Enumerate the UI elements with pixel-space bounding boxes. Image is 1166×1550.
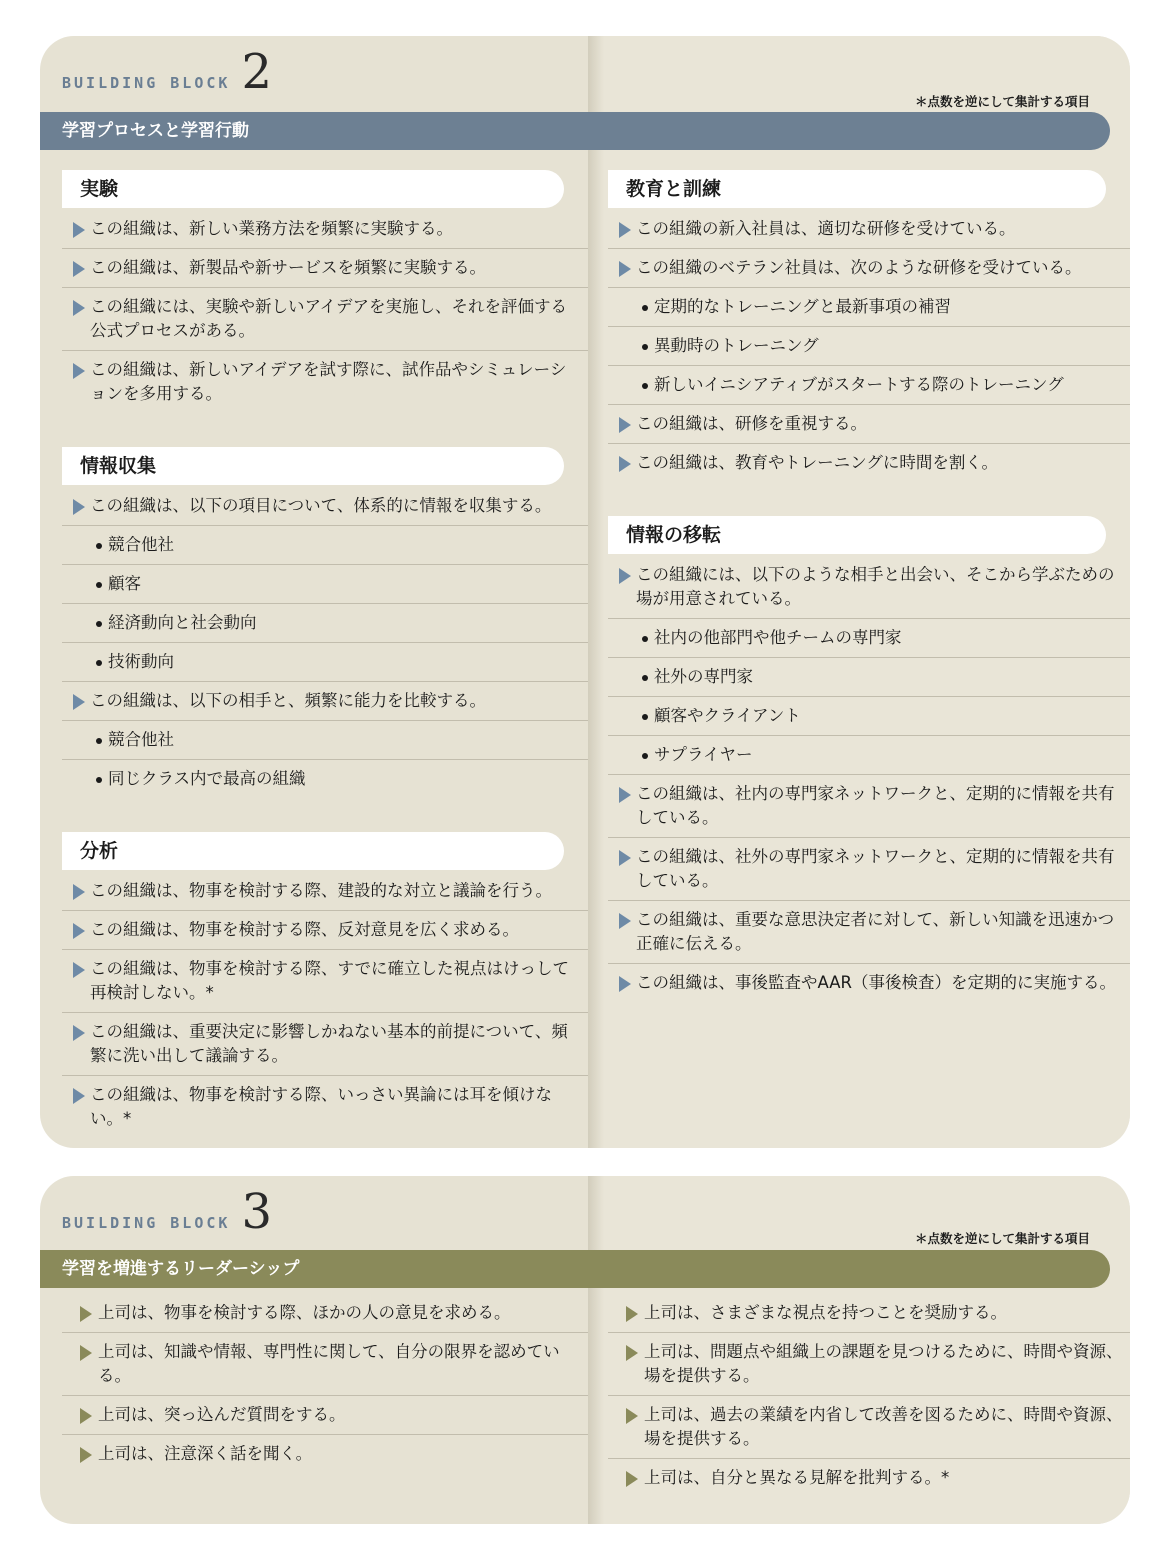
item-text: 技術動向 xyxy=(108,652,174,671)
item-text: 同じクラス内で最高の組織 xyxy=(108,769,306,788)
triangle-arrow-icon xyxy=(619,850,631,866)
triangle-arrow-icon xyxy=(626,1345,638,1361)
list-item xyxy=(62,1396,588,1435)
item-text: 定期的なトレーニングと最新事項の補習 xyxy=(654,297,951,316)
list-item xyxy=(608,964,1130,1002)
triangle-arrow-icon xyxy=(619,976,631,992)
triangle-arrow-icon xyxy=(73,694,85,710)
item-text: この組織は、重要決定に影響しかねない基本的前提について、頻繁に洗い出して議論する。 xyxy=(90,1022,568,1065)
sub-item xyxy=(608,288,1130,327)
triangle-arrow-icon xyxy=(626,1306,638,1322)
list-item xyxy=(608,444,1130,482)
triangle-arrow-icon xyxy=(619,261,631,277)
bullet-icon xyxy=(642,675,648,681)
triangle-arrow-icon xyxy=(80,1306,92,1322)
triangle-arrow-icon xyxy=(619,456,631,472)
bullet-icon xyxy=(96,777,102,783)
bullet-icon xyxy=(642,753,648,759)
building-block-number: 2 xyxy=(241,44,273,100)
item-text: 上司は、注意深く話を聞く。 xyxy=(98,1444,313,1463)
bullet-icon xyxy=(96,621,102,627)
section-heading: 分析 xyxy=(62,832,564,870)
section xyxy=(608,516,1130,1002)
list-item xyxy=(608,775,1130,838)
triangle-arrow-icon xyxy=(73,923,85,939)
section xyxy=(62,832,588,1138)
triangle-arrow-icon xyxy=(73,884,85,900)
bullet-icon xyxy=(96,543,102,549)
sub-item xyxy=(62,760,588,798)
list-item xyxy=(608,556,1130,619)
bullet-icon xyxy=(642,636,648,642)
building-block-label: BUILDING BLOCK xyxy=(62,74,231,92)
list-item xyxy=(62,1013,588,1076)
item-text: 上司は、問題点や組織上の課題を見つけるために、時間や資源、場を提供する。 xyxy=(644,1342,1123,1385)
triangle-arrow-icon xyxy=(73,962,85,978)
list-item xyxy=(608,1396,1130,1459)
building-block-title xyxy=(62,1182,272,1242)
right-column xyxy=(608,170,1130,1036)
triangle-arrow-icon xyxy=(626,1408,638,1424)
list-item xyxy=(608,901,1130,964)
triangle-arrow-icon xyxy=(73,1025,85,1041)
item-text: この組織は、物事を検討する際、すでに確立した視点はけっして再検討しない。* xyxy=(90,959,569,1002)
item-text: 顧客 xyxy=(108,574,141,593)
item-text: この組織は、以下の相手と、頻繁に能力を比較する。 xyxy=(90,691,486,710)
sub-item xyxy=(62,565,588,604)
item-text: この組織には、実験や新しいアイデアを実施し、それを評価する公式プロセスがある。 xyxy=(90,297,568,340)
section xyxy=(62,447,588,798)
reverse-score-note: ＊点数を逆にして集計する項目 xyxy=(914,1231,1090,1246)
triangle-arrow-icon xyxy=(619,913,631,929)
list-item xyxy=(62,1435,588,1473)
list-item xyxy=(62,351,588,413)
building-block-label: BUILDING BLOCK xyxy=(62,1214,231,1232)
triangle-arrow-icon xyxy=(619,222,631,238)
item-text: 社外の専門家 xyxy=(654,667,753,686)
item-text: この組織は、新しい業務方法を頻繁に実験する。 xyxy=(90,219,453,238)
section-heading: 教育と訓練 xyxy=(608,170,1106,208)
item-text: この組織は、新製品や新サービスを頻繁に実験する。 xyxy=(90,258,486,277)
bullet-icon xyxy=(642,383,648,389)
sub-item xyxy=(62,643,588,682)
sub-item xyxy=(608,697,1130,736)
item-text: 上司は、自分と異なる見解を批判する。* xyxy=(644,1468,950,1487)
item-text: 上司は、過去の業績を内省して改善を図るために、時間や資源、場を提供する。 xyxy=(644,1405,1123,1448)
item-text: サプライヤー xyxy=(654,745,753,764)
building-block-title xyxy=(62,42,272,102)
block-band-title: 学習プロセスと学習行動 xyxy=(40,112,1110,150)
list-item xyxy=(608,405,1130,444)
triangle-arrow-icon xyxy=(619,787,631,803)
item-text: この組織のベテラン社員は、次のような研修を受けている。 xyxy=(636,258,1082,277)
item-text: この組織は、社外の専門家ネットワークと、定期的に情報を共有している。 xyxy=(636,847,1115,890)
list-item xyxy=(62,1076,588,1138)
item-text: この組織は、社内の専門家ネットワークと、定期的に情報を共有している。 xyxy=(636,784,1115,827)
list-item xyxy=(608,210,1130,249)
triangle-arrow-icon xyxy=(626,1471,638,1487)
section-heading: 情報の移転 xyxy=(608,516,1106,554)
triangle-arrow-icon xyxy=(73,499,85,515)
left-column xyxy=(62,170,588,1148)
triangle-arrow-icon xyxy=(80,1447,92,1463)
triangle-arrow-icon xyxy=(619,568,631,584)
triangle-arrow-icon xyxy=(80,1408,92,1424)
item-text: 社内の他部門や他チームの専門家 xyxy=(654,628,902,647)
list-item xyxy=(62,1333,588,1396)
list-item xyxy=(62,911,588,950)
reverse-score-note: ＊点数を逆にして集計する項目 xyxy=(914,94,1090,109)
item-text: 上司は、突っ込んだ質問をする。 xyxy=(98,1405,346,1424)
list-item xyxy=(62,210,588,249)
building-block-number: 3 xyxy=(241,1184,273,1240)
item-text: この組織は、物事を検討する際、いっさい異論には耳を傾けない。* xyxy=(90,1085,552,1128)
item-text: 顧客やクライアント xyxy=(654,706,801,725)
item-text: この組織は、教育やトレーニングに時間を割く。 xyxy=(636,453,999,472)
bullet-icon xyxy=(642,344,648,350)
item-text: この組織の新入社員は、適切な研修を受けている。 xyxy=(636,219,1016,238)
item-text: 上司は、物事を検討する際、ほかの人の意見を求める。 xyxy=(98,1303,511,1322)
item-text: 新しいイニシアティブがスタートする際のトレーニング xyxy=(654,375,1064,394)
list-item xyxy=(608,1333,1130,1396)
section-heading: 情報収集 xyxy=(62,447,564,485)
item-text: 経済動向と社会動向 xyxy=(108,613,257,632)
sub-item xyxy=(62,526,588,565)
item-text: 競合他社 xyxy=(108,535,174,554)
right-column xyxy=(608,1294,1130,1497)
item-text: 上司は、さまざまな視点を持つことを奨励する。 xyxy=(644,1303,1007,1322)
section-heading: 実験 xyxy=(62,170,564,208)
sub-item xyxy=(608,736,1130,775)
item-text: この組織は、物事を検討する際、反対意見を広く求める。 xyxy=(90,920,519,939)
triangle-arrow-icon xyxy=(73,300,85,316)
list-item xyxy=(62,682,588,721)
bullet-icon xyxy=(642,305,648,311)
bullet-icon xyxy=(96,738,102,744)
list-item xyxy=(608,838,1130,901)
item-text: この組織は、以下の項目について、体系的に情報を収集する。 xyxy=(90,496,552,515)
list-item xyxy=(62,487,588,526)
triangle-arrow-icon xyxy=(619,417,631,433)
list-item xyxy=(608,249,1130,288)
item-text: 異動時のトレーニング xyxy=(654,336,819,355)
block-band-title: 学習を増進するリーダーシップ xyxy=(40,1250,1110,1288)
building-block-3-card xyxy=(40,1176,1130,1524)
sub-item xyxy=(608,327,1130,366)
item-text: この組織は、物事を検討する際、建設的な対立と議論を行う。 xyxy=(90,881,552,900)
section xyxy=(62,170,588,413)
list-item xyxy=(62,1294,588,1333)
sub-item xyxy=(608,658,1130,697)
sub-item xyxy=(608,366,1130,405)
triangle-arrow-icon xyxy=(80,1345,92,1361)
sub-item xyxy=(608,619,1130,658)
bullet-icon xyxy=(96,582,102,588)
left-column xyxy=(62,1294,588,1473)
item-text: この組織は、研修を重視する。 xyxy=(636,414,867,433)
item-text: 競合他社 xyxy=(108,730,174,749)
list-item xyxy=(62,249,588,288)
sub-item xyxy=(62,604,588,643)
item-text: この組織は、事後監査やAAR（事後検査）を定期的に実施する。 xyxy=(636,973,1116,992)
item-text: 上司は、知識や情報、専門性に関して、自分の限界を認めている。 xyxy=(98,1342,560,1385)
triangle-arrow-icon xyxy=(73,1088,85,1104)
item-text: この組織は、新しいアイデアを試す際に、試作品やシミュレーションを多用する。 xyxy=(90,360,567,403)
section xyxy=(608,170,1130,482)
list-item xyxy=(608,1294,1130,1333)
triangle-arrow-icon xyxy=(73,222,85,238)
list-item xyxy=(62,872,588,911)
building-block-2-card xyxy=(40,36,1130,1148)
list-item xyxy=(62,288,588,351)
item-text: この組織は、重要な意思決定者に対して、新しい知識を迅速かつ正確に伝える。 xyxy=(636,910,1115,953)
triangle-arrow-icon xyxy=(73,363,85,379)
item-text: この組織には、以下のような相手と出会い、そこから学ぶための場が用意されている。 xyxy=(636,565,1115,608)
sub-item xyxy=(62,721,588,760)
triangle-arrow-icon xyxy=(73,261,85,277)
list-item xyxy=(608,1459,1130,1497)
bullet-icon xyxy=(642,714,648,720)
bullet-icon xyxy=(96,660,102,666)
list-item xyxy=(62,950,588,1013)
